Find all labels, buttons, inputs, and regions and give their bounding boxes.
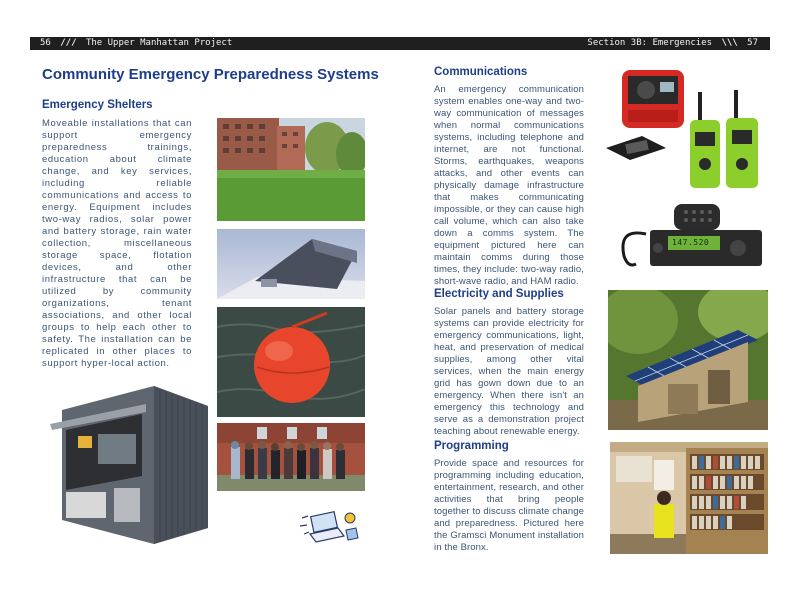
- seed-vault-photo: [217, 229, 365, 299]
- communications-body: An emergency communication system enables one-way and two-way communication of messages when normal communications systems, including telephone and internet, are not functional. Storms, earthquakes, weapons attacks, and other events can physically damage infrastructure that makes communicating impossible, or they can cause high call volume, which can also take down a comms system. The equipment pictured here can maintain comms during those times, they include: two-way radio, short-wave radio, and HAM radio.: [434, 84, 584, 287]
- header-left: [40, 37, 232, 50]
- transceiver-radio-photo: [610, 198, 768, 274]
- left-page-number: 56: [40, 38, 51, 48]
- right-page-number: 57: [747, 38, 758, 48]
- shelters-heading: Emergency Shelters: [42, 99, 153, 111]
- housing-lawn-photo: [217, 118, 365, 221]
- communications-heading: Communications: [434, 66, 528, 78]
- solar-shed-photo: [608, 290, 768, 430]
- laptop-doodle-illustration: [298, 504, 362, 548]
- electricity-body: Solar panels and battery storage systems can provide electricity for emergency communications, light, heat, and preservation of medical supplies, among other vital services, when the main energy grid has gown down due to an emergency. When there isn't an emergency this technology and serve as a demonstration project teaching about renewable energy.: [434, 306, 584, 437]
- header-bar: [30, 37, 770, 50]
- library-interior-photo: [610, 442, 768, 554]
- right-separator: \\\: [721, 38, 738, 48]
- programming-body: Provide space and resources for programming including education, entertainment, research, and other activities that bring people together to discuss climate change and preparedness. Pictured here the Gramsci Monument installation in the Bronx.: [434, 458, 584, 553]
- left-separator: ///: [60, 38, 77, 48]
- header-right: [587, 37, 758, 50]
- emergency-radios-photo: [606, 62, 768, 194]
- flotation-device-photo: [217, 307, 365, 417]
- container-shelter-photo: [42, 380, 210, 546]
- page-title: Community Emergency Preparedness Systems: [42, 66, 379, 83]
- shelters-body: Moveable installations that can support emergency preparedness trainings, education about climate change, and key services, including reliable communications and access to energy. Equipment includes two-way radios, solar power and battery storage, rain water collection, miscellaneous storage space, flotation devices, and other infrastructure that can be utilized by community organizations, tenant associations, and other local groups to help each other to safety. The installation can be replicated in other places to support hyper-local action.: [42, 118, 192, 369]
- right-running-title: Section 3B: Emergencies: [587, 38, 713, 48]
- programming-heading: Programming: [434, 440, 509, 452]
- community-group-photo: [217, 423, 365, 491]
- left-running-title: The Upper Manhattan Project: [85, 38, 233, 48]
- radio-display-readout: 147.520: [672, 238, 710, 247]
- electricity-heading: Electricity and Supplies: [434, 288, 564, 300]
